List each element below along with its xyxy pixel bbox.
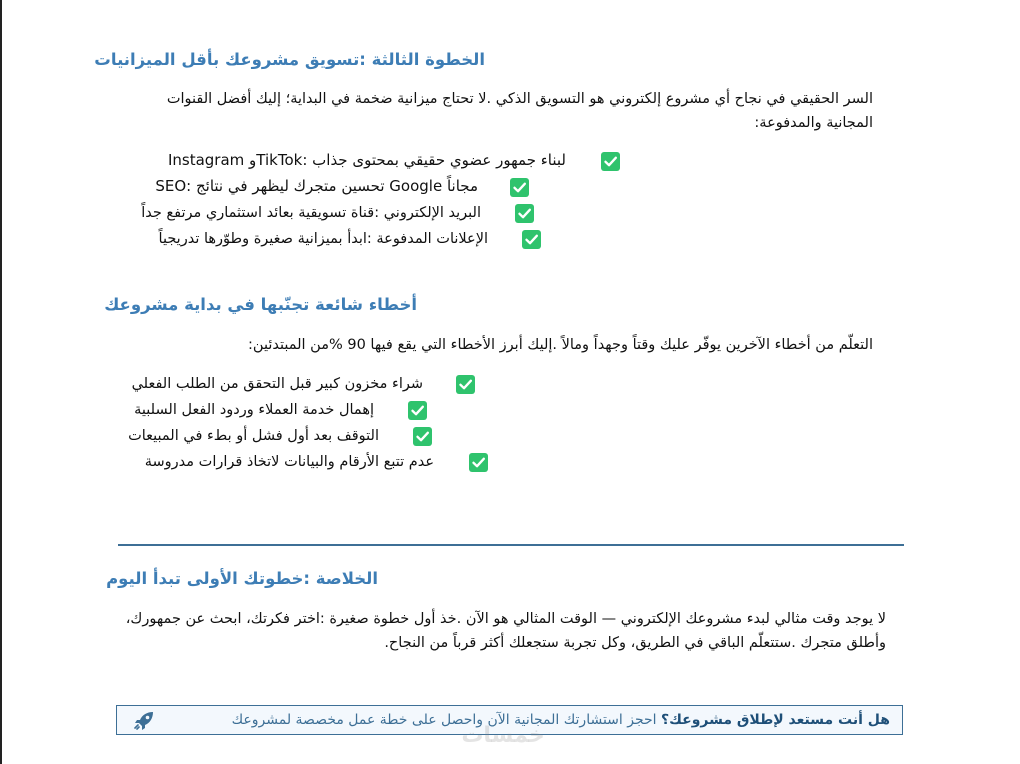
rocket-icon (133, 710, 155, 730)
cta-bold: هل أنت مستعد لإطلاق مشروعك؟ (661, 712, 890, 728)
cta-text (232, 706, 890, 734)
mistakes-intro: التعلّم من أخطاء الآخرين يوفّر عليك وقتاً وجهداً ومالاً .إليك أبرز الأخطاء التي يقع فيها 90 %من المبتدئين: (248, 337, 873, 353)
mistakes-item-4: عدم تتبع الأرقام والبيانات لاتخاذ قرارات مدروسة (144, 454, 434, 470)
step3-intro: السر الحقيقي في نجاح أي مشروع إلكتروني هو التسويق الذكي .لا تحتاج ميزانية ضخمة في البداية؛ إليك أفضل القنوات المجانية والمدفوعة: (166, 91, 873, 131)
watermark: خمسات (461, 723, 545, 748)
check-icon (510, 178, 529, 197)
section-divider (118, 544, 904, 546)
check-icon (469, 453, 488, 472)
check-icon (522, 230, 541, 249)
check-icon (413, 427, 432, 446)
mistakes-heading: أخطاء شائعة تجنّبها في بداية مشروعك (104, 295, 417, 314)
step3-item-4: الإعلانات المدفوعة :ابدأ بميزانية صغيرة وطوّرها تدريجياً (158, 231, 488, 247)
check-icon (515, 204, 534, 223)
cta-description: احجز استشارتك المجانية الآن واحصل على خطة عمل مخصصة لمشروعك (231, 712, 661, 728)
step3-item-2: مجاناً Google تحسين متجرك ليظهر في نتائج :SEO (155, 177, 478, 195)
step3-item-3: البريد الإلكتروني :قناة تسويقية بعائد استثماري مرتفع جداً (141, 205, 481, 221)
step3-item-1: لبناء جمهور عضوي حقيقي بمحتوى جذاب :TikTokو Instagram (167, 151, 566, 169)
mistakes-item-3: التوقف بعد أول فشل أو بطء في المبيعات (128, 428, 379, 444)
conclusion-text: لا يوجد وقت مثالي لبدء مشروعك الإلكتروني — الوقت المثالي هو الآن .خذ أول خطوة صغيرة :اختر فكرتك، ابحث عن جمهورك، وأطلق متجرك .ستتعلّم الباقي في الطريق، وكل تجربة ستجعلك أكثر قرباً من النجاح. (125, 611, 886, 651)
mistakes-item-2: إهمال خدمة العملاء وردود الفعل السلبية (134, 402, 374, 418)
step3-heading: الخطوة الثالثة :تسويق مشروعك بأقل الميزانيات (94, 50, 485, 69)
check-icon (456, 375, 475, 394)
check-icon (408, 401, 427, 420)
conclusion-heading: الخلاصة :خطوتك الأولى تبدأ اليوم (106, 569, 378, 588)
page-left-border (0, 0, 2, 764)
check-icon (601, 152, 620, 171)
mistakes-item-1: شراء مخزون كبير قبل التحقق من الطلب الفعلي (131, 376, 423, 392)
